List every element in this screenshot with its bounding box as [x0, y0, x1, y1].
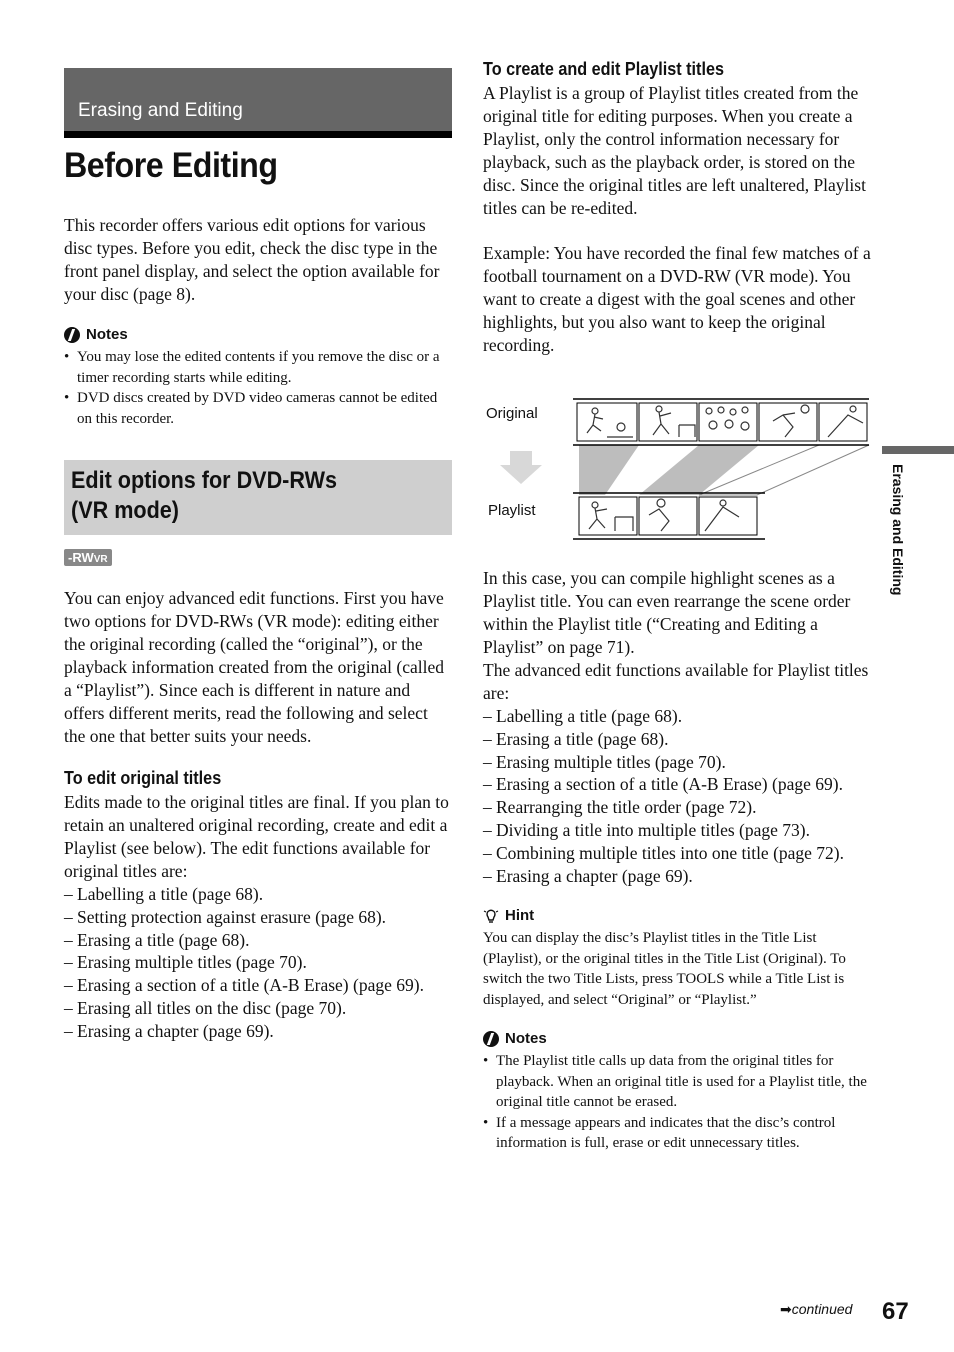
continued-marker	[780, 1301, 852, 1318]
badge-sub: VR	[93, 554, 108, 565]
notes-heading-2	[483, 1030, 875, 1047]
hint-block	[483, 907, 875, 1010]
hint-text: You can display the disc’s Playlist titles in the Title List (Playlist), or the original titles in the Title List (Original). To switch the two Title Lists, press TOOLS while a Title List is displayed, and select “Original” or “Playlist.”	[483, 930, 846, 1008]
diagram-label-playlist: Playlist	[488, 502, 536, 519]
list-item: – Labelling a title (page 68).	[483, 705, 875, 728]
left-column	[64, 68, 452, 1043]
note-icon	[64, 327, 80, 343]
example-paragraph: Example: You have recorded the final few matches of a football tournament on a DVD-RW (VR mode). You want to create a digest with the goal scenes and other highlights, but you also want to keep the original recording.	[483, 243, 871, 355]
original-titles-heading: To edit original titles	[64, 768, 222, 788]
notes-block-2	[483, 1030, 875, 1154]
frame-playlist-3	[699, 497, 757, 535]
page-number: 67	[882, 1298, 909, 1325]
subsection-band	[64, 460, 452, 535]
right-column	[483, 58, 875, 1154]
diagram-label-original: Original	[486, 405, 538, 422]
rw-vr-badge	[64, 549, 112, 566]
down-arrow-icon	[500, 451, 542, 484]
notes-list-2	[483, 1051, 875, 1154]
list-item: – Erasing a section of a title (A-B Erase) (page 69).	[483, 773, 875, 796]
notes-block	[64, 326, 452, 429]
intro-paragraph: This recorder offers various edit options for various disc types. Before you edit, check the disc type in the front panel display, and select the option available for your disc (page 8).	[64, 215, 440, 304]
original-titles-text: Edits made to the original titles are final. If you plan to retain an unaltered original recording, create and edit a Playlist (see below). The edit functions available for original titles are:	[64, 792, 449, 881]
section-band-label: Erasing and Editing	[78, 100, 243, 121]
original-functions-list	[64, 883, 452, 1043]
notes-heading-label: Notes	[505, 1030, 547, 1048]
hint-heading	[483, 907, 875, 924]
list-item: – Rearranging the title order (page 72).	[483, 796, 875, 819]
page-title: Before Editing	[64, 146, 278, 185]
badge-main: -RW	[68, 550, 94, 565]
notes-heading	[64, 326, 452, 343]
list-item: – Erasing all titles on the disc (page 70).	[64, 997, 452, 1020]
mapping-band	[579, 445, 639, 495]
list-item: – Dividing a title into multiple titles (page 73).	[483, 819, 875, 842]
list-item: – Erasing a title (page 68).	[64, 929, 452, 952]
frame-original-1	[577, 403, 637, 441]
diagram-graphic	[483, 397, 883, 547]
advanced-functions-intro: The advanced edit functions available for Playlist titles are:	[483, 660, 869, 703]
subsection-title-line1: Edit options for DVD-RWs	[71, 467, 337, 494]
note-item: • The Playlist title calls up data from the original titles for playback. When an original title is used for a Playlist title, the original title cannot be erased.	[483, 1051, 875, 1113]
list-item: – Erasing a title (page 68).	[483, 728, 875, 751]
frame-playlist-2	[639, 497, 697, 535]
continued-label: continued	[791, 1301, 853, 1317]
playlist-functions-list	[483, 705, 875, 887]
subsection-title	[71, 466, 337, 526]
side-tab-label: Erasing and Editing	[890, 464, 906, 596]
note-icon	[483, 1031, 499, 1047]
playlist-titles-heading: To create and edit Playlist titles	[483, 59, 724, 79]
list-item: – Erasing multiple titles (page 70).	[483, 751, 875, 774]
list-item: – Setting protection against erasure (page 68).	[64, 906, 452, 929]
side-tab-bar	[882, 446, 954, 454]
playlist-titles-text: A Playlist is a group of Playlist titles created from the original title for editing purposes. When you create a Playlist, only the control information necessary for playback, such as the playback order, is stored on the disc. Since the original titles are left unaltered, Playlist titles can be re-edited.	[483, 83, 866, 218]
subsection-intro: You can enjoy advanced edit functions. First you have two options for DVD-RWs (VR mode): editing either the original recording (called the “original”), or the playback information created from the original (called a “Playlist”). Since each is different in nature and offers different merits, read the following and select the one that better suits your needs.	[64, 588, 444, 746]
playlist-diagram	[483, 397, 883, 547]
subsection-title-line2: (VR mode)	[71, 497, 179, 524]
frame-playlist-1	[579, 497, 637, 535]
section-band	[64, 68, 452, 138]
hint-heading-label: Hint	[505, 907, 535, 925]
list-item: – Labelling a title (page 68).	[64, 883, 452, 906]
lightbulb-icon	[483, 908, 499, 924]
list-item: – Combining multiple titles into one title (page 72).	[483, 842, 875, 865]
case-paragraph: In this case, you can compile highlight scenes as a Playlist title. You can even rearrange the scene order within the Playlist title (“Creating and Editing a Playlist” on page 71).	[483, 568, 851, 657]
frame-original-4	[759, 403, 817, 441]
list-item: – Erasing multiple titles (page 70).	[64, 951, 452, 974]
frame-original-2	[639, 403, 697, 441]
list-item: – Erasing a chapter (page 69).	[483, 865, 875, 888]
arrow-right-icon: ➡	[780, 1301, 792, 1317]
note-item: • You may lose the edited contents if you remove the disc or a timer recording starts while editing.	[64, 347, 452, 388]
notes-list	[64, 347, 452, 429]
list-item: – Erasing a chapter (page 69).	[64, 1020, 452, 1043]
frame-original-5	[819, 403, 867, 441]
notes-heading-label: Notes	[86, 326, 128, 343]
note-item: • DVD discs created by DVD video cameras cannot be edited on this recorder.	[64, 388, 452, 429]
note-item: • If a message appears and indicates that the disc’s control information is full, erase or edit unnecessary titles.	[483, 1113, 875, 1154]
list-item: – Erasing a section of a title (A-B Erase) (page 69).	[64, 974, 452, 997]
